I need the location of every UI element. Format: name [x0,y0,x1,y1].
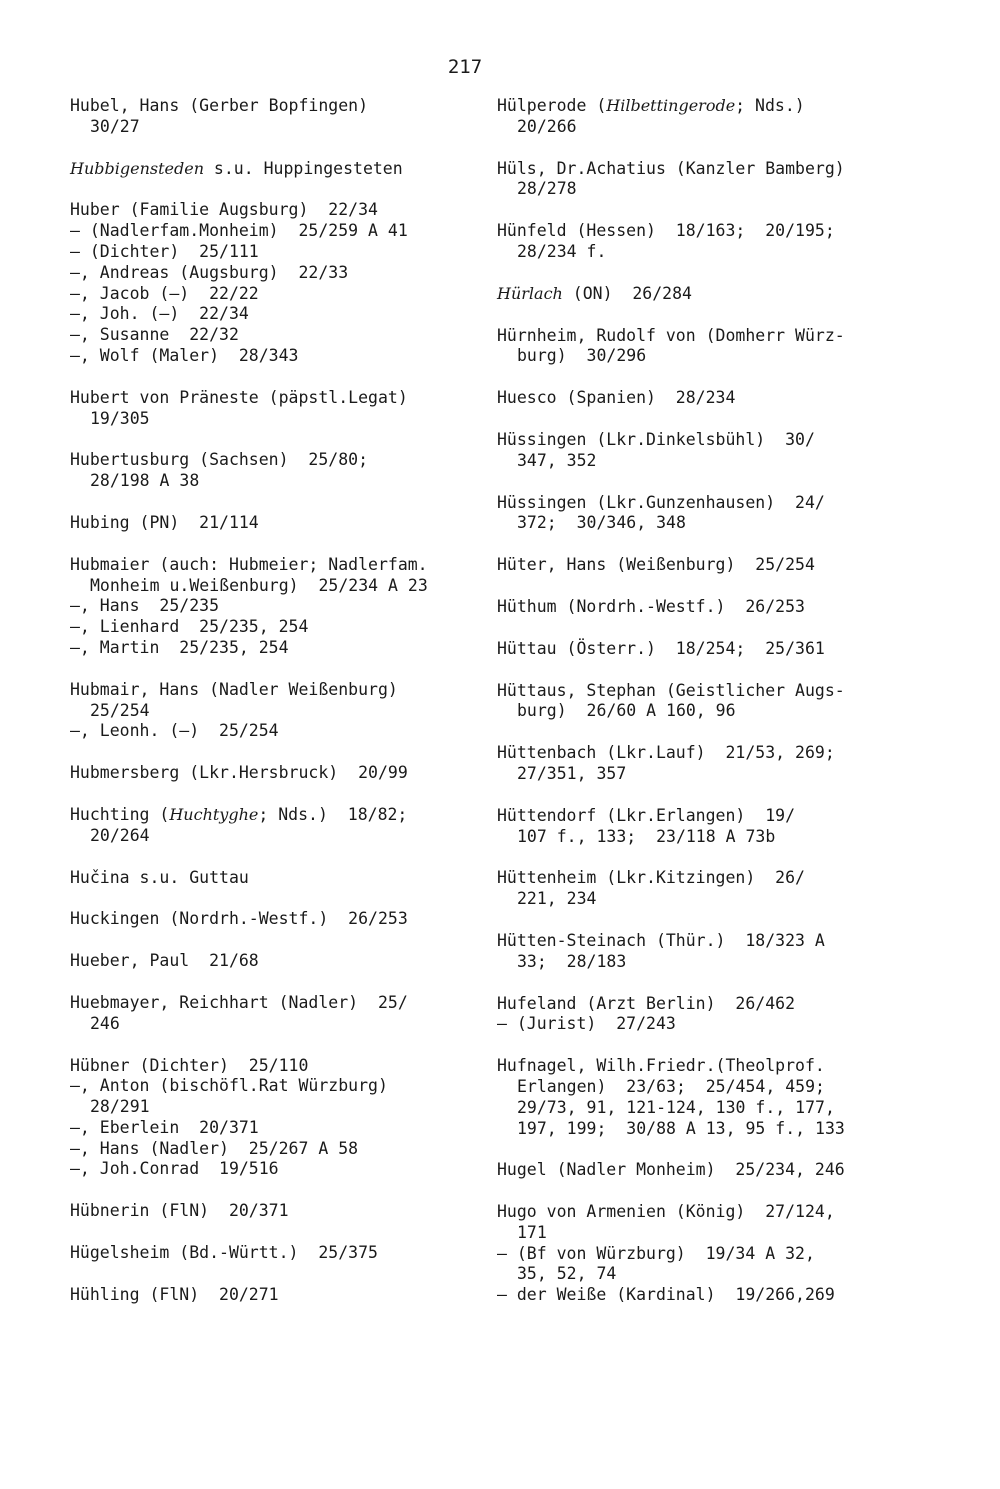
entry-text: — (Jurist) 27/243 [497,1014,676,1034]
entry-text: Hübnerin (FlN) 20/371 [70,1201,289,1221]
entry-text: —, Anton (bischöfl.Rat Würzburg) [70,1076,388,1096]
index-entry [497,639,937,660]
entry-text: Hüls, Dr.Achatius (Kanzler Bamberg) [497,158,845,178]
entry-text: 30/27 [90,116,140,136]
index-line [497,743,937,764]
entry-text: Hufeland (Arzt Berlin) 26/462 [497,993,796,1013]
index-line [497,1056,937,1077]
index-line [497,221,937,242]
index-line [70,1118,510,1139]
index-line [497,1119,937,1140]
entry-text: 28/198 A 38 [90,471,200,491]
index-line [70,721,510,742]
entry-text: Hugo von Armenien (König) 27/124, [497,1202,835,1222]
index-column-right [497,96,937,1306]
index-line [497,952,937,973]
index-line [70,159,510,180]
entry-text: Hürnheim, Rudolf von (Domherr Würz- [497,325,845,345]
entry-text: —, Jacob (—) 22/22 [70,283,259,303]
entry-text: Hueber, Paul 21/68 [70,951,259,971]
index-line [70,1285,510,1306]
index-entry [70,96,510,138]
entry-text: Huesco (Spanien) 28/234 [497,388,736,408]
index-entry [70,868,510,889]
entry-text: —, Susanne 22/32 [70,325,239,345]
entry-text: Monheim u.Weißenburg) 25/234 A 23 [90,575,428,595]
entry-text: —, Andreas (Augsburg) 22/33 [70,262,349,282]
index-line [497,764,937,785]
entry-text: — (Nadlerfam.Monheim) 25/259 A 41 [70,221,408,241]
index-line [70,576,510,597]
index-line [497,326,937,347]
index-line [70,284,510,305]
entry-text: Hühling (FlN) 20/271 [70,1284,279,1304]
index-entry [497,1056,937,1139]
index-line [497,1264,937,1285]
entry-text: Hüttaus, Stephan (Geistlicher Augs- [497,680,845,700]
index-entry [70,513,510,534]
index-line [497,1077,937,1098]
index-line [70,1056,510,1077]
italic-text: Hubbigensteden [70,158,204,178]
entry-text: —, Joh. (—) 22/34 [70,304,249,324]
entry-text: Hugel (Nadler Monheim) 25/234, 246 [497,1160,845,1180]
index-entry [497,994,937,1036]
index-line [70,304,510,325]
entry-text: 221, 234 [517,889,597,909]
entry-text: 28/234 f. [517,241,607,261]
index-line [497,639,937,660]
index-line [70,221,510,242]
index-line [497,889,937,910]
entry-text: —, Lienhard 25/235, 254 [70,617,309,637]
index-line [70,701,510,722]
entry-text: Hubel, Hans (Gerber Bopfingen) [70,96,369,115]
entry-text: —, Hans (Nadler) 25/267 A 58 [70,1138,359,1158]
entry-text: burg) 30/296 [517,346,647,366]
index-entry [70,909,510,930]
index-entry [70,1243,510,1264]
index-entry [70,993,510,1035]
entry-text: — (Dichter) 25/111 [70,241,259,261]
index-entry [497,931,937,973]
index-entry [70,450,510,492]
index-line [497,159,937,180]
entry-text: ; Nds.) [735,96,805,115]
index-line [70,117,510,138]
index-line [70,680,510,701]
entry-text: Hüter, Hans (Weißenburg) 25/254 [497,555,815,575]
entry-text: Hubertusburg (Sachsen) 25/80; [70,450,369,470]
index-entry [497,868,937,910]
index-line [497,346,937,367]
index-line [70,242,510,263]
entry-text: Hünfeld (Hessen) 18/163; 20/195; [497,221,835,241]
index-entry [70,805,510,847]
index-column-left [70,96,510,1306]
index-entry [497,326,937,368]
index-line [70,513,510,534]
index-line [497,868,937,889]
index-line [70,596,510,617]
entry-text: Hufnagel, Wilh.Friedr.(Theolprof. [497,1056,825,1076]
index-line [70,1243,510,1264]
index-line [497,597,937,618]
entry-text: Hütten-Steinach (Thür.) 18/323 A [497,930,825,950]
index-line [70,555,510,576]
index-line [497,555,937,576]
entry-text: Hüttau (Österr.) 18/254; 25/361 [497,638,825,658]
entry-text: Hüttenbach (Lkr.Lauf) 21/53, 269; [497,743,835,763]
entry-text: Hubing (PN) 21/114 [70,512,259,532]
entry-text: Hüthum (Nordrh.-Westf.) 26/253 [497,596,805,616]
entry-text: Huckingen (Nordrh.-Westf.) 26/253 [70,909,408,929]
index-line [70,1076,510,1097]
index-line [70,409,510,430]
index-entry [497,1160,937,1181]
entry-text: 171 [517,1222,547,1242]
index-line [497,284,937,305]
index-entry [497,806,937,848]
italic-text: Huchtyghe [169,804,259,824]
entry-text: 29/73, 91, 121-124, 130 f., 177, [517,1097,835,1117]
entry-text: s.u. Huppingesteten [204,158,403,178]
entry-text: — der Weiße (Kardinal) 19/266,269 [497,1285,835,1305]
index-line [497,513,937,534]
entry-text: 28/291 [90,1097,150,1117]
index-entry [497,555,937,576]
index-line [497,242,937,263]
index-line [70,638,510,659]
entry-text: Hubert von Präneste (päpstl.Legat) [70,387,408,407]
index-line [70,951,510,972]
entry-text: 197, 199; 30/88 A 13, 95 f., 133 [517,1118,845,1138]
entry-text: 20/266 [517,116,577,136]
index-line [497,451,937,472]
entry-text: Hubmersberg (Lkr.Hersbruck) 20/99 [70,763,408,783]
entry-text: 27/351, 357 [517,763,627,783]
index-line [70,346,510,367]
index-line [70,388,510,409]
index-entry [497,388,937,409]
index-line [70,471,510,492]
index-entry [70,1201,510,1222]
index-line [497,1223,937,1244]
entry-text: 33; 28/183 [517,951,627,971]
entry-text: Hübner (Dichter) 25/110 [70,1055,309,1075]
index-entry [497,493,937,535]
index-line [497,681,937,702]
index-line [497,430,937,451]
page-number: 217 [447,56,483,78]
index-entry [70,1056,510,1181]
index-line [70,909,510,930]
index-line [70,450,510,471]
index-entry [70,200,510,366]
entry-text: Erlangen) 23/63; 25/454, 459; [517,1076,825,1096]
index-line [70,826,510,847]
entry-text: 372; 30/346, 348 [517,513,686,533]
index-line [497,96,937,117]
entry-text: —, Martin 25/235, 254 [70,637,289,657]
entry-text: —, Joh.Conrad 19/516 [70,1159,279,1179]
index-line [70,96,510,117]
entry-text: — (Bf von Würzburg) 19/34 A 32, [497,1243,815,1263]
entry-text: Huchting ( [70,804,170,824]
index-line [70,868,510,889]
entry-text: (ON) 26/284 [562,283,692,303]
entry-text: 28/278 [517,179,577,199]
entry-text: 246 [90,1013,120,1033]
index-line [70,200,510,221]
index-line [497,931,937,952]
index-line [497,388,937,409]
index-line [497,1202,937,1223]
entry-text: Hüttendorf (Lkr.Erlangen) 19/ [497,805,796,825]
index-entry [70,680,510,742]
index-entry [497,221,937,263]
index-entry [70,159,510,180]
index-line [70,1159,510,1180]
entry-text: 25/254 [90,700,150,720]
index-entry [497,681,937,723]
entry-text: Huebmayer, Reichhart (Nadler) 25/ [70,992,408,1012]
index-line [70,805,510,826]
index-line [70,1097,510,1118]
entry-text: —, Leonh. (—) 25/254 [70,721,279,741]
entry-text: Hučina s.u. Guttau [70,867,249,887]
index-line [70,763,510,784]
entry-text: 20/264 [90,825,150,845]
italic-text: Hilbettingerode [606,96,736,115]
index-line [497,994,937,1015]
index-entry [70,951,510,972]
entry-text: —, Hans 25/235 [70,596,220,616]
index-entry [497,743,937,785]
entry-text: Hubmaier (auch: Hubmeier; Nadlerfam. [70,554,428,574]
index-entry [497,430,937,472]
index-line [497,1014,937,1035]
index-line [497,493,937,514]
index-entry [70,1285,510,1306]
index-line [70,1014,510,1035]
index-entry [70,763,510,784]
index-entry [497,1202,937,1306]
index-entry [70,388,510,430]
entry-text: Hügelsheim (Bd.-Württ.) 25/375 [70,1243,378,1263]
entry-text: 19/305 [90,408,150,428]
index-entry [497,284,937,305]
index-line [70,1139,510,1160]
index-line [497,1098,937,1119]
entry-text: 35, 52, 74 [517,1264,617,1284]
entry-text: Hüttenheim (Lkr.Kitzingen) 26/ [497,868,805,888]
index-line [497,1285,937,1306]
index-line [70,617,510,638]
index-line [497,806,937,827]
index-entry [497,159,937,201]
entry-text: ; Nds.) 18/82; [258,804,408,824]
entry-text: Hülperode ( [497,96,607,115]
index-line [70,263,510,284]
index-line [497,1244,937,1265]
index-line [497,827,937,848]
index-line [497,117,937,138]
entry-text: —, Wolf (Maler) 28/343 [70,345,299,365]
index-entry [497,96,937,138]
index-line [497,179,937,200]
index-line [70,1201,510,1222]
entry-text: 347, 352 [517,450,597,470]
entry-text: Huber (Familie Augsburg) 22/34 [70,200,378,220]
entry-text: Hüssingen (Lkr.Dinkelsbühl) 30/ [497,429,815,449]
entry-text: 107 f., 133; 23/118 A 73b [517,826,776,846]
entry-text: burg) 26/60 A 160, 96 [517,701,736,721]
index-line [70,325,510,346]
index-line [497,1160,937,1181]
italic-text: Hürlach [497,283,563,303]
entry-text: —, Eberlein 20/371 [70,1117,259,1137]
index-entry [70,555,510,659]
index-line [70,993,510,1014]
index-entry [497,597,937,618]
index-line [497,701,937,722]
entry-text: Hubmair, Hans (Nadler Weißenburg) [70,679,398,699]
entry-text: Hüssingen (Lkr.Gunzenhausen) 24/ [497,492,825,512]
